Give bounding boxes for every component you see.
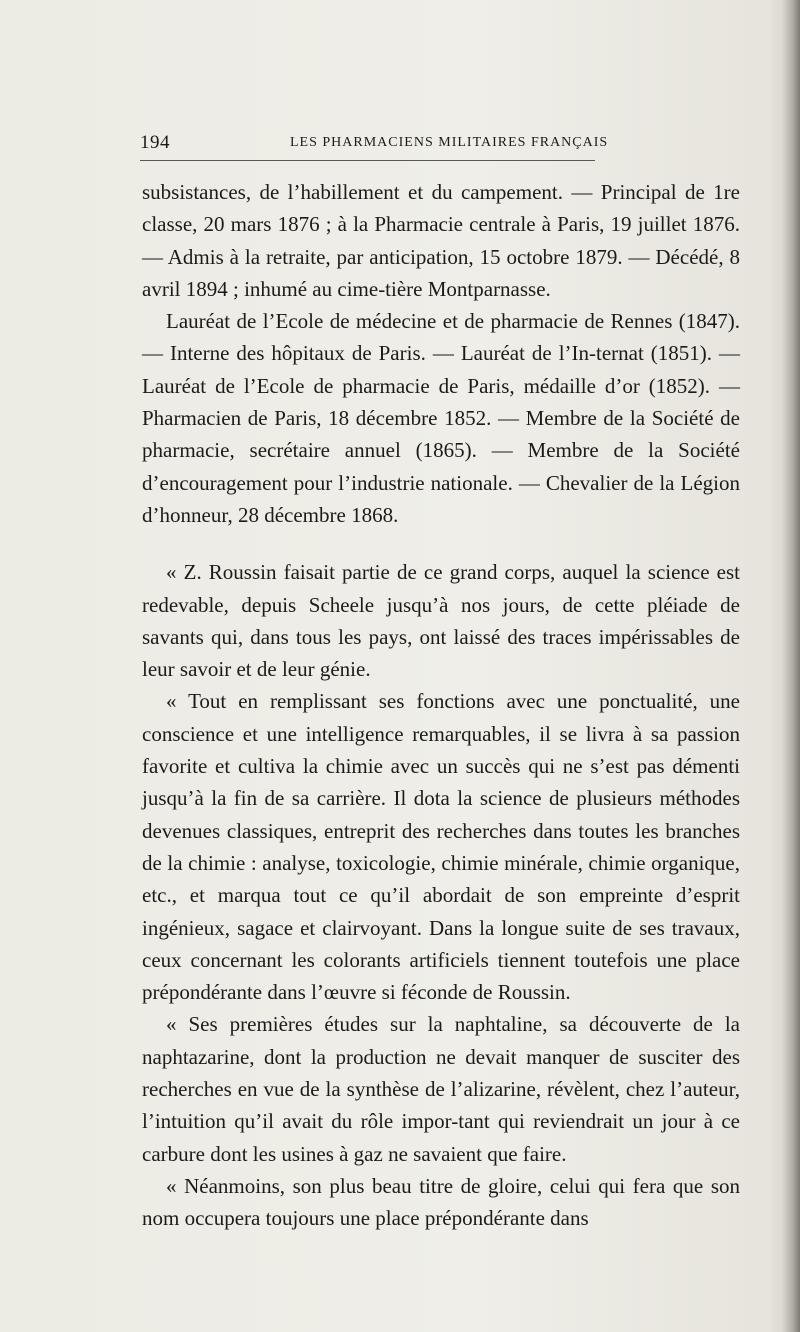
- paragraph-quote-3: « Ses premières études sur la naphtaline, sa découverte de la naphtazarine, dont la production ne devait manquer de susciter des recherches en vue de la synthèse de l’alizarine, révèlent, chez l’auteur, l’intuition qu’il avait du rôle impor-tant qui reviendrait un jour à ce carbure dont les usines à gaz ne savaient que faire.: [142, 1012, 740, 1166]
- paragraph-continuation: subsistances, de l’habillement et du campement. — Principal de 1re classe, 20 mars 1876 ; à la Pharmacie centrale à Paris, 19 juillet 1876. — Admis à la retraite, par anticipation, 15 octobre 1879. — Décédé, 8 avril 1894 ; inhumé au cime-tière Montparnasse.: [142, 180, 740, 301]
- page-header: [140, 132, 740, 156]
- body-text: [142, 176, 740, 1235]
- page-number: 194: [140, 132, 170, 153]
- page-edge-shadow: [782, 0, 800, 1332]
- paragraph-quote-1: « Z. Roussin faisait partie de ce grand corps, auquel la science est redevable, depuis Scheele jusqu’à nos jours, de cette pléiade de savants qui, dans tous les pays, ont laissé des traces impérissables de leur savoir et de leur génie.: [142, 560, 740, 682]
- paragraph-honors: Lauréat de l’Ecole de médecine et de pharmacie de Rennes (1847). — Interne des hôpitaux de Paris. — Lauréat de l’In-ternat (1851). — Lauréat de l’Ecole de pharmacie de Paris, médaille d’or (1852). — Pharmacien de Paris, 18 décembre 1852. — Membre de la Société de pharmacie, secrétaire annuel (1865). — Membre de la Société d’encouragement pour l’industrie nationale. — Chevalier de la Légion d’honneur, 28 décembre 1868.: [142, 309, 740, 527]
- header-rule: [140, 160, 595, 161]
- running-title: LES PHARMACIENS MILITAIRES FRANÇAIS: [290, 135, 609, 150]
- paragraph-quote-2: « Tout en remplissant ses fonctions avec une ponctualité, une conscience et une intelligence remarquables, il se livra à sa passion favorite et cultiva la chimie avec un succès qui ne s’est pas démenti jusqu’à la fin de sa carrière. Il dota la science de plusieurs méthodes devenues classiques, entreprit des recherches dans toutes les branches de la chimie : analyse, toxicologie, chimie minérale, chimie organique, etc., et marqua tout ce qu’il abordait de son empreinte d’esprit ingénieux, sagace et clairvoyant. Dans la longue suite de ses travaux, ceux concernant les colorants artificiels tiennent toutefois une place prépondérante dans l’œuvre si féconde de Roussin.: [142, 689, 740, 1005]
- paragraph-quote-4: « Néanmoins, son plus beau titre de gloire, celui qui fera que son nom occupera toujours une place prépondérante dans: [142, 1173, 740, 1231]
